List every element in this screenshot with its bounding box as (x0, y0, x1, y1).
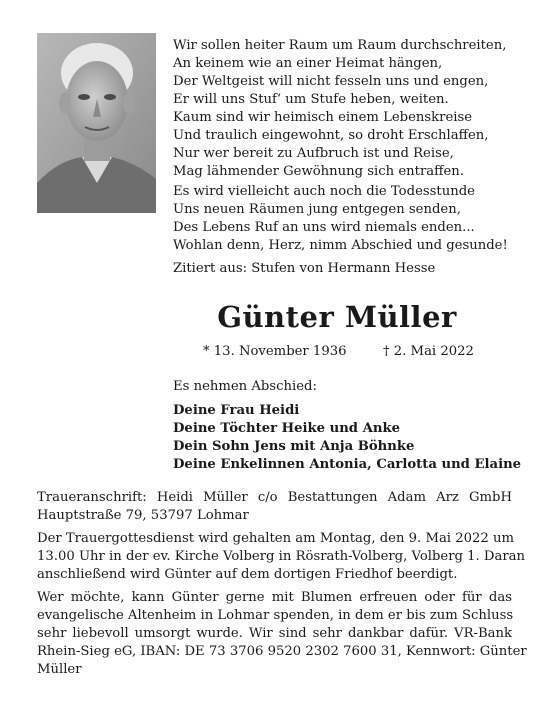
service-line: anschließend wird Günter auf dem dortigen Friedhof beerdigt. (37, 567, 458, 582)
service-line: Der Trauergottesdienst wird gehalten am Montag, den 9. Mai 2022 um (37, 531, 514, 546)
poem-line: Nur wer bereit zu Aufbruch ist und Reise, (173, 146, 454, 161)
mourner-item: Deine Töchter Heike und Anke (173, 421, 400, 436)
mourner-item: Dein Sohn Jens mit Anja Böhnke (173, 439, 415, 454)
poem-line: An keinem wie an einer Heimat hängen, (173, 56, 443, 71)
poem (173, 37, 523, 255)
deceased-name: Günter Müller (217, 300, 457, 334)
donation-line: sehr liebevoll umsorgt wurde. Wir sind sehr dankbar dafür. VR-Bank (37, 626, 512, 641)
donation-info (37, 589, 527, 679)
donation-line: Müller (37, 662, 82, 677)
poem-line: Mag lähmender Gewöhnung sich entraffen. (173, 164, 464, 179)
poem-line: Wohlan denn, Herz, nimm Abschied und gesunde! (173, 238, 508, 253)
poem-line: Und traulich eingewohnt, so droht Erschlaffen, (173, 128, 489, 143)
address-line: Traueranschrift: Heidi Müller c/o Bestattungen Adam Arz GmbH (37, 490, 512, 505)
address-line: Hauptstraße 79, 53797 Lohmar (37, 508, 249, 523)
poem-line: Des Lebens Ruf an uns wird niemals enden... (173, 220, 475, 235)
mourning-address (37, 489, 512, 525)
poem-line: Wir sollen heiter Raum um Raum durchschreiten, (173, 38, 507, 53)
poem-line: Er will uns Stuf‘ um Stufe heben, weiten. (173, 92, 449, 107)
donation-line: evangelische Altenheim in Lohmar spenden, in dem er bis zum Schluss (37, 608, 514, 623)
mourner-item: Deine Enkelinnen Antonia, Carlotta und Elaine (173, 457, 522, 472)
poem-stanza-1 (173, 37, 523, 181)
mourners-list (173, 402, 521, 474)
donation-line: Wer möchte, kann Günter gerne mit Blumen erfreuen oder für das (37, 590, 512, 605)
poem-line: Es wird vielleicht auch noch die Todesstunde (173, 184, 475, 199)
funeral-service-info (37, 530, 526, 584)
donation-line: Rhein-Sieg eG, IBAN: DE 73 3706 9520 2302 7600 31, Kennwort: Günter (37, 644, 527, 659)
death-date: † 2. Mai 2022 (383, 344, 474, 359)
poem-line: Kaum sind wir heimisch einem Lebenskreise (173, 110, 473, 125)
service-line: 13.00 Uhr in der ev. Kirche Volberg in Rösrath-Volberg, Volberg 1. Daran (37, 549, 526, 564)
mourner-item: Deine Frau Heidi (173, 403, 300, 418)
poem-line: Uns neuen Räumen jung entgegen senden, (173, 202, 461, 217)
mourners-intro: Es nehmen Abschied: (173, 379, 317, 394)
poem-stanza-2 (173, 183, 523, 255)
poem-line: Der Weltgeist will nicht fesseln uns und engen, (173, 74, 489, 89)
quote-source: Zitiert aus: Stufen von Hermann Hesse (173, 261, 436, 276)
portrait-photo (37, 33, 156, 213)
birth-date: * 13. November 1936 (203, 344, 347, 359)
